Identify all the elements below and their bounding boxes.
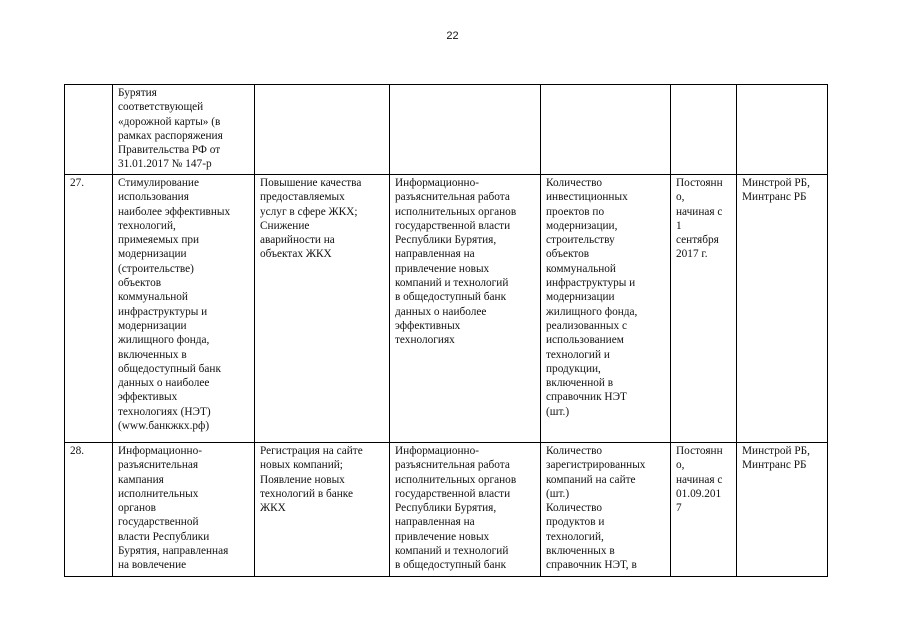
- deadline-cell: Постоянн о, начиная с 1 сентября 2017 г.: [671, 175, 737, 443]
- table-row: [65, 175, 828, 443]
- program-table: [64, 84, 828, 577]
- row-number-cell: 27.: [65, 175, 113, 443]
- task-cell: Стимулирование использования наиболее эффективных технологий, примеяемых при модернизации (строительстве) объектов коммунальной инфраструктуры и модернизации жилищного фонда, включенных в общедоступный банк данных о наиболее эффективых технологиях (НЭТ) (www.банкжкх.рф): [113, 175, 255, 443]
- table-row: [65, 85, 828, 175]
- executor-cell: [737, 85, 828, 175]
- goal-cell: Регистрация на сайте новых компаний; Появление новых технологий в банке ЖКХ: [255, 443, 390, 577]
- table-row: [65, 443, 828, 577]
- deadline-cell: [671, 85, 737, 175]
- measures-cell: Информационно- разъяснительная работа исполнительных органов государственной власти Республики Бурятия, направленная на привлечение новых компаний и технологий в общедоступный банк данных о наиболее эффективных технологиях: [390, 175, 541, 443]
- measures-cell: Информационно- разъяснительная работа исполнительных органов государственной власти Республики Бурятия, направленная на привлечение новых компаний и технологий в общедоступный банк: [390, 443, 541, 577]
- task-cell: Бурятия соответствующей «дорожной карты» (в рамках распоряжения Правительства РФ от 31.01.2017 № 147-р: [113, 85, 255, 175]
- row-number-cell: [65, 85, 113, 175]
- executor-cell: Минстрой РБ, Минтранс РБ: [737, 175, 828, 443]
- indicator-cell: Количество зарегистрированных компаний на сайте (шт.) Количество продуктов и технологий, включенных в справочник НЭТ, в: [541, 443, 671, 577]
- task-cell: Информационно- разъяснительная кампания исполнительных органов государственной власти Республики Бурятия, направленная на вовлечение: [113, 443, 255, 577]
- row-number-cell: 28.: [65, 443, 113, 577]
- deadline-cell: Постоянн о, начиная с 01.09.201 7: [671, 443, 737, 577]
- goal-cell: [255, 85, 390, 175]
- executor-cell: Минстрой РБ, Минтранс РБ: [737, 443, 828, 577]
- indicator-cell: [541, 85, 671, 175]
- indicator-cell: Количество инвестиционных проектов по модернизации, строительству объектов коммунальной инфраструктуры и модернизации жилищного фонда, реализованных с использованием технологий и продукции, включенной в справочник НЭТ (шт.): [541, 175, 671, 443]
- goal-cell: Повышение качества предоставляемых услуг в сфере ЖКХ; Снижение аварийности на объектах ЖКХ: [255, 175, 390, 443]
- measures-cell: [390, 85, 541, 175]
- page-number: 22: [446, 30, 459, 42]
